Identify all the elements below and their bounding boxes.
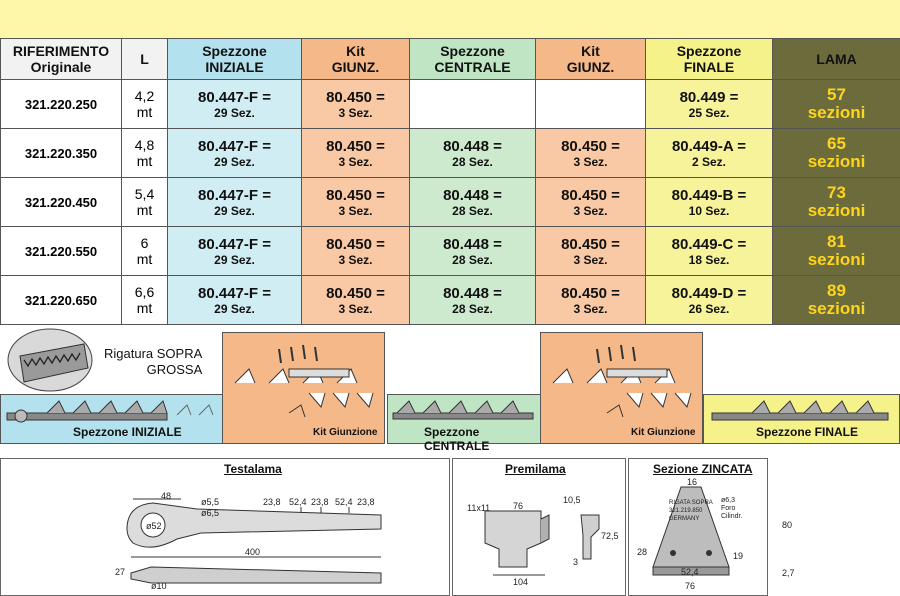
kit2-cell: 80.450 = 3 Sez. [536, 276, 646, 325]
header-central: Spezzone CENTRALE [410, 39, 536, 80]
central-blade-image [393, 399, 538, 423]
kit2-cell: 80.450 = 3 Sez. [536, 178, 646, 227]
central-cell: 80.448 = 28 Sez. [410, 276, 536, 325]
rigatura-label: Rigatura SOPRA GROSSA [104, 346, 203, 377]
lama-cell: 73 sezioni [773, 178, 900, 227]
dim-19: 19 [733, 551, 744, 561]
sezione-title: Sezione ZINCATA [653, 462, 753, 476]
dim-23-8-b: 23,8 [311, 497, 329, 507]
final-cell: 80.449-C = 18 Sez. [646, 227, 773, 276]
kit1-cell: 80.450 = 3 Sez. [302, 80, 410, 129]
start-panel-label: Spezzone INIZIALE [73, 425, 182, 439]
premilama-drawing [452, 458, 626, 596]
dim-hole-6-5: ø6,5 [201, 508, 220, 518]
start-cell: 80.447-F = 29 Sez. [168, 129, 302, 178]
final-cell: 80.449 = 25 Sez. [646, 80, 773, 129]
central-cell: 80.448 = 28 Sez. [410, 129, 536, 178]
start-cell: 80.447-F = 29 Sez. [168, 227, 302, 276]
dim-23-8-c: 23,8 [357, 497, 375, 507]
dim-52-4: 52,4 [681, 567, 699, 577]
dim-10-5: 10,5 [563, 495, 581, 505]
length-cell: 6,6 mt [122, 276, 168, 325]
header-row [1, 39, 900, 80]
kit-1-label: Kit Giunzione [313, 427, 378, 438]
dim-hole-10: ø10 [151, 581, 167, 591]
dim-28: 28 [637, 547, 648, 557]
final-cell: 80.449-D = 26 Sez. [646, 276, 773, 325]
dim-80: 80 [782, 520, 793, 530]
final-panel [703, 394, 900, 444]
table-row [1, 227, 900, 276]
ref-cell: 321.220.250 [1, 80, 122, 129]
header-kit-2: Kit GIUNZ. [536, 39, 646, 80]
kit2-cell: 80.450 = 3 Sez. [536, 129, 646, 178]
table-row [1, 276, 900, 325]
testalama-drawing [0, 458, 450, 596]
length-cell: 4,8 mt [122, 129, 168, 178]
header-kit-1: Kit GIUNZ. [302, 39, 410, 80]
start-cell: 80.447-F = 29 Sez. [168, 80, 302, 129]
testalama-title: Testalama [224, 462, 282, 476]
dim-48: 48 [161, 491, 172, 501]
lama-cell: 89 sezioni [773, 276, 900, 325]
table-row [1, 178, 900, 227]
dim-23-8-a: 23,8 [263, 497, 281, 507]
kit-panel-2 [540, 332, 703, 444]
lama-cell: 57 sezioni [773, 80, 900, 129]
final-blade-image [712, 399, 892, 425]
premilama-title: Premilama [505, 462, 566, 476]
header-length: L [122, 39, 168, 80]
central-cell [410, 80, 536, 129]
lama-cell: 81 sezioni [773, 227, 900, 276]
kit2-cell [536, 80, 646, 129]
length-cell: 6 mt [122, 227, 168, 276]
dim-400: 400 [245, 547, 261, 557]
table-row [1, 129, 900, 178]
header-ref: RIFERIMENTO Originale [1, 39, 122, 80]
central-cell: 80.448 = 28 Sez. [410, 178, 536, 227]
kit-2-label: Kit Giunzione [631, 427, 696, 438]
length-cell: 4,2 mt [122, 80, 168, 129]
ref-cell: 321.220.650 [1, 276, 122, 325]
kit1-cell: 80.450 = 3 Sez. [302, 276, 410, 325]
ref-cell: 321.220.450 [1, 178, 122, 227]
final-cell: 80.449-A = 2 Sez. [646, 129, 773, 178]
dim-11x11: 11x11 [467, 503, 491, 513]
sezione-drawing [628, 458, 768, 596]
ref-cell: 321.220.350 [1, 129, 122, 178]
final-cell: 80.449-B = 10 Sez. [646, 178, 773, 227]
dim-hole-6-3: ø6,3 Foro Cilindr. [721, 497, 743, 520]
start-cell: 80.447-F = 29 Sez. [168, 276, 302, 325]
central-panel [387, 394, 542, 453]
blade-close-up-image [4, 326, 104, 392]
stamp-text: RIGATA SOPRA 321.219.850 GERMANY [669, 500, 713, 522]
kit-2-image [547, 339, 697, 419]
start-cell: 80.447-F = 29 Sez. [168, 178, 302, 227]
dim-3: 3 [573, 557, 579, 567]
dim-76: 76 [513, 501, 524, 511]
header-start: Spezzone INIZIALE [168, 39, 302, 80]
kit1-cell: 80.450 = 3 Sez. [302, 129, 410, 178]
final-panel-label: Spezzone FINALE [756, 425, 859, 439]
dim-76-base: 76 [685, 581, 696, 591]
compatibility-table [0, 38, 900, 325]
dim-16: 16 [687, 477, 698, 487]
top-band [0, 0, 900, 38]
testalama-diagram [1, 459, 441, 589]
ref-cell: 321.220.550 [1, 227, 122, 276]
dim-2-7: 2,7 [782, 568, 795, 578]
kit1-cell: 80.450 = 3 Sez. [302, 227, 410, 276]
lama-cell: 65 sezioni [773, 129, 900, 178]
table-row [1, 80, 900, 129]
kit2-cell: 80.450 = 3 Sez. [536, 227, 646, 276]
sezione-diagram [629, 459, 769, 589]
central-panel-label: Spezzone CENTRALE [424, 425, 490, 453]
dim-52-4-b: 52,4 [335, 497, 353, 507]
kit-1-image [229, 339, 379, 419]
dim-27: 27 [115, 567, 126, 577]
dim-72-5: 72,5 [601, 531, 619, 541]
kit1-cell: 80.450 = 3 Sez. [302, 178, 410, 227]
dim-104: 104 [513, 577, 529, 587]
dim-52-4-a: 52,4 [289, 497, 307, 507]
header-final: Spezzone FINALE [646, 39, 773, 80]
rigatura-panel [0, 326, 222, 392]
header-lama: LAMA [773, 39, 900, 80]
dim-hole-5-5: ø5,5 [201, 497, 220, 507]
dim-hole-52: ø52 [146, 521, 162, 531]
kit-panel-1 [222, 332, 385, 444]
central-cell: 80.448 = 28 Sez. [410, 227, 536, 276]
length-cell: 5,4 mt [122, 178, 168, 227]
premilama-diagram [453, 459, 623, 589]
